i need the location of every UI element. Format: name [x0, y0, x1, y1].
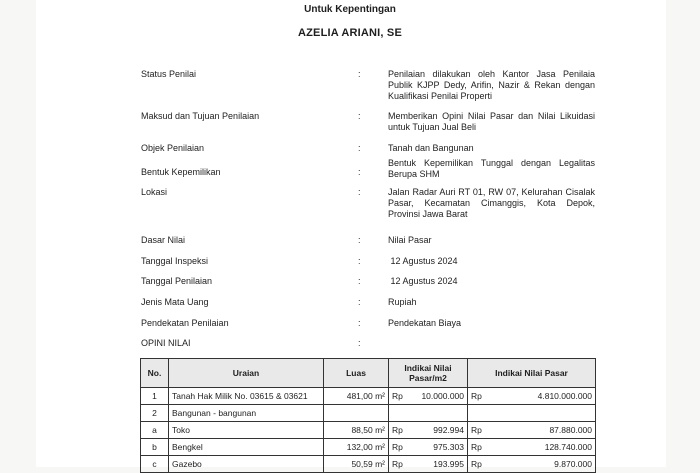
cell-luas — [324, 405, 389, 422]
field-label: Tanggal Penilaian — [141, 276, 213, 286]
cell-nilai-pasar — [468, 405, 596, 422]
currency-label: Rp — [392, 391, 403, 401]
field-colon: : — [358, 111, 361, 121]
amount: 4.810.000.000 — [537, 391, 592, 401]
amount: 10.000.000 — [421, 391, 464, 401]
cell-nilai-per-m2 — [389, 388, 468, 405]
amount: 128.740.000 — [544, 442, 592, 452]
amount: 992.994 — [433, 425, 464, 435]
table-row — [141, 439, 596, 456]
column-header-nilai-pasar: Indikai Nilai Pasar — [468, 359, 596, 388]
field-colon: : — [358, 235, 361, 245]
cell-uraian: Tanah Hak Milik No. 03615 & 03621 — [169, 388, 324, 405]
field-value: Pendekatan Biaya — [388, 318, 462, 328]
field-colon: : — [358, 143, 361, 153]
column-header-uraian: Uraian — [169, 359, 324, 388]
table-row — [141, 388, 596, 405]
column-header-luas: Luas — [324, 359, 389, 388]
currency-label: Rp — [392, 442, 403, 452]
currency-label: Rp — [392, 425, 403, 435]
cell-nilai-per-m2 — [389, 456, 468, 473]
amount: 975.303 — [433, 442, 464, 452]
cell-nilai-per-m2 — [389, 439, 468, 456]
field-colon: : — [358, 69, 361, 79]
cell-uraian: Gazebo — [169, 456, 324, 473]
field-label: Bentuk Kepemilikan — [141, 167, 221, 177]
cell-nilai-pasar — [468, 439, 596, 456]
cell-luas: 88,50 m² — [324, 422, 389, 439]
column-header-no: No. — [141, 359, 169, 388]
field-value: Jalan Radar Auri RT 01, RW 07, Kelurahan Cisalak Pasar, Kecamatan Cimanggis, Kota Depok, Provinsi Jawa Barat — [388, 187, 595, 219]
table-row — [141, 422, 596, 439]
cell-nilai-per-m2 — [389, 422, 468, 439]
table-row — [141, 456, 596, 473]
field-value: Tanah dan Bangunan — [388, 143, 474, 153]
field-value: Bentuk Kepemilikan Tunggal dengan Legalitas Berupa SHM — [388, 158, 595, 179]
currency-label: Rp — [471, 425, 482, 435]
field-label: Dasar Nilai — [141, 235, 186, 245]
cell-nilai-pasar — [468, 388, 596, 405]
field-value: Nilai Pasar — [388, 235, 432, 245]
field-label: Tanggal Inspeksi — [141, 256, 209, 266]
field-colon: : — [358, 256, 361, 266]
cell-uraian: Bangunan - bangunan — [169, 405, 324, 422]
document-subtitle: Untuk Kepentingan — [304, 4, 396, 15]
opini-nilai-table — [140, 358, 596, 473]
field-label: Lokasi — [141, 187, 168, 197]
cell-no: a — [141, 422, 169, 439]
table-row — [141, 405, 596, 422]
cell-nilai-per-m2 — [389, 405, 468, 422]
field-label: Objek Penilaian — [141, 143, 205, 153]
field-colon: : — [358, 276, 361, 286]
amount: 9.870.000 — [554, 459, 592, 469]
field-colon: : — [358, 187, 361, 197]
cell-uraian: Bengkel — [169, 439, 324, 456]
field-colon: : — [358, 338, 361, 348]
cell-luas: 50,59 m² — [324, 456, 389, 473]
field-value: 12 Agustus 2024 — [388, 256, 458, 266]
currency-label: Rp — [471, 442, 482, 452]
cell-nilai-pasar — [468, 422, 596, 439]
column-header-nilai-per-m2: Indikai Nilai Pasar/m2 — [389, 359, 468, 388]
client-name: AZELIA ARIANI, SE — [297, 27, 403, 39]
cell-uraian: Toko — [169, 422, 324, 439]
field-value: Penilaian dilakukan oleh Kantor Jasa Penilaia Publik KJPP Dedy, Arifin, Nazir & Rekan dengan Kualifikasi Penilai Properti — [388, 69, 595, 101]
cell-no: 2 — [141, 405, 169, 422]
field-label: Maksud dan Tujuan Penilaian — [141, 111, 260, 121]
currency-label: Rp — [471, 459, 482, 469]
field-colon: : — [358, 167, 361, 177]
field-label: Status Penilai — [141, 69, 197, 79]
field-label: Pendekatan Penilaian — [141, 318, 229, 328]
field-label: OPINI NILAI — [141, 338, 191, 348]
cell-no: b — [141, 439, 169, 456]
field-value: Memberikan Opini Nilai Pasar dan Nilai Likuidasi untuk Tujuan Jual Beli — [388, 111, 595, 132]
cell-luas: 481,00 m² — [324, 388, 389, 405]
cell-no: c — [141, 456, 169, 473]
currency-label: Rp — [392, 459, 403, 469]
table-header-row — [141, 359, 596, 388]
amount: 87.880.000 — [549, 425, 592, 435]
field-colon: : — [358, 297, 361, 307]
cell-no: 1 — [141, 388, 169, 405]
field-colon: : — [358, 318, 361, 328]
field-value: Rupiah — [388, 297, 417, 307]
currency-label: Rp — [471, 391, 482, 401]
cell-nilai-pasar — [468, 456, 596, 473]
amount: 193.995 — [433, 459, 464, 469]
field-label: Jenis Mata Uang — [141, 297, 209, 307]
field-value: 12 Agustus 2024 — [388, 276, 458, 286]
cell-luas: 132,00 m² — [324, 439, 389, 456]
